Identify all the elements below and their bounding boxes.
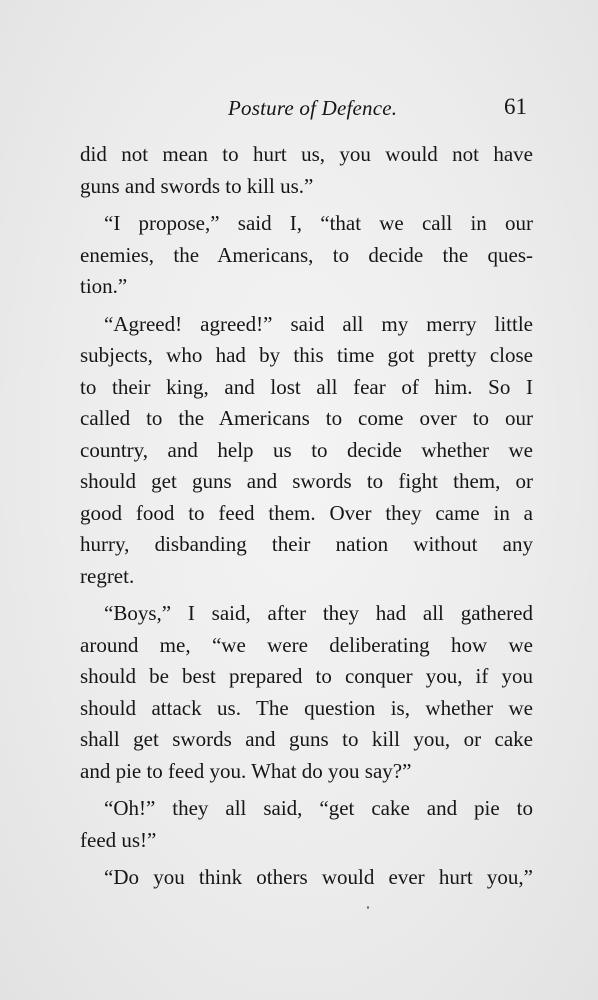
text-line: country, and help us to decide whether we: [80, 437, 533, 462]
text-line: subjects, who had by this time got pretty close: [80, 343, 533, 367]
text-line: hurry, disbanding their nation without any: [80, 532, 533, 556]
running-title: Posture of Defence.: [228, 96, 398, 120]
text-line: did not mean to hurt us, you would not have: [80, 142, 533, 166]
text-line: good food to feed them. Over they came in a: [80, 500, 533, 525]
running-head: [0, 92, 598, 128]
paragraph-2: [80, 208, 533, 303]
body-text: [80, 139, 533, 894]
text-line: “I propose,” said I, “that we call in our: [104, 211, 533, 235]
text-line: “Oh!” they all said, “get cake and pie to: [104, 796, 533, 820]
text-line: called to the Americans to come over to our: [80, 406, 533, 430]
text-line: enemies, the Americans, to decide the ques-: [80, 242, 533, 267]
text-line: should get guns and swords to fight them, or: [80, 469, 533, 493]
text-line: “Agreed! agreed!” said all my merry little: [104, 311, 533, 336]
paragraph-6: [80, 862, 533, 894]
paragraph-1: [80, 139, 533, 202]
page-number: 61: [504, 94, 527, 119]
text-line: shall get swords and guns to kill you, or cake: [80, 727, 533, 751]
text-line: to their king, and lost all fear of him. So I: [80, 374, 533, 399]
paragraph-5: [80, 793, 533, 856]
text-line: and pie to feed you. What do you say?”: [80, 758, 412, 783]
paragraph-3: [80, 309, 533, 593]
paragraph-4: [80, 598, 533, 787]
print-speck: [367, 906, 369, 909]
text-line: regret.: [80, 563, 135, 588]
text-line: tion.”: [80, 274, 128, 298]
text-line: should attack us. The question is, whether we: [80, 695, 533, 720]
text-line: feed us!”: [80, 827, 157, 852]
text-line: “Boys,” I said, after they had all gathered: [104, 601, 533, 625]
text-line: “Do you think others would ever hurt you,”: [104, 865, 533, 889]
text-line: guns and swords to kill us.”: [80, 173, 314, 198]
text-line: around me, “we were deliberating how we: [80, 632, 533, 657]
text-line: should be best prepared to conquer you, if you: [80, 664, 533, 688]
